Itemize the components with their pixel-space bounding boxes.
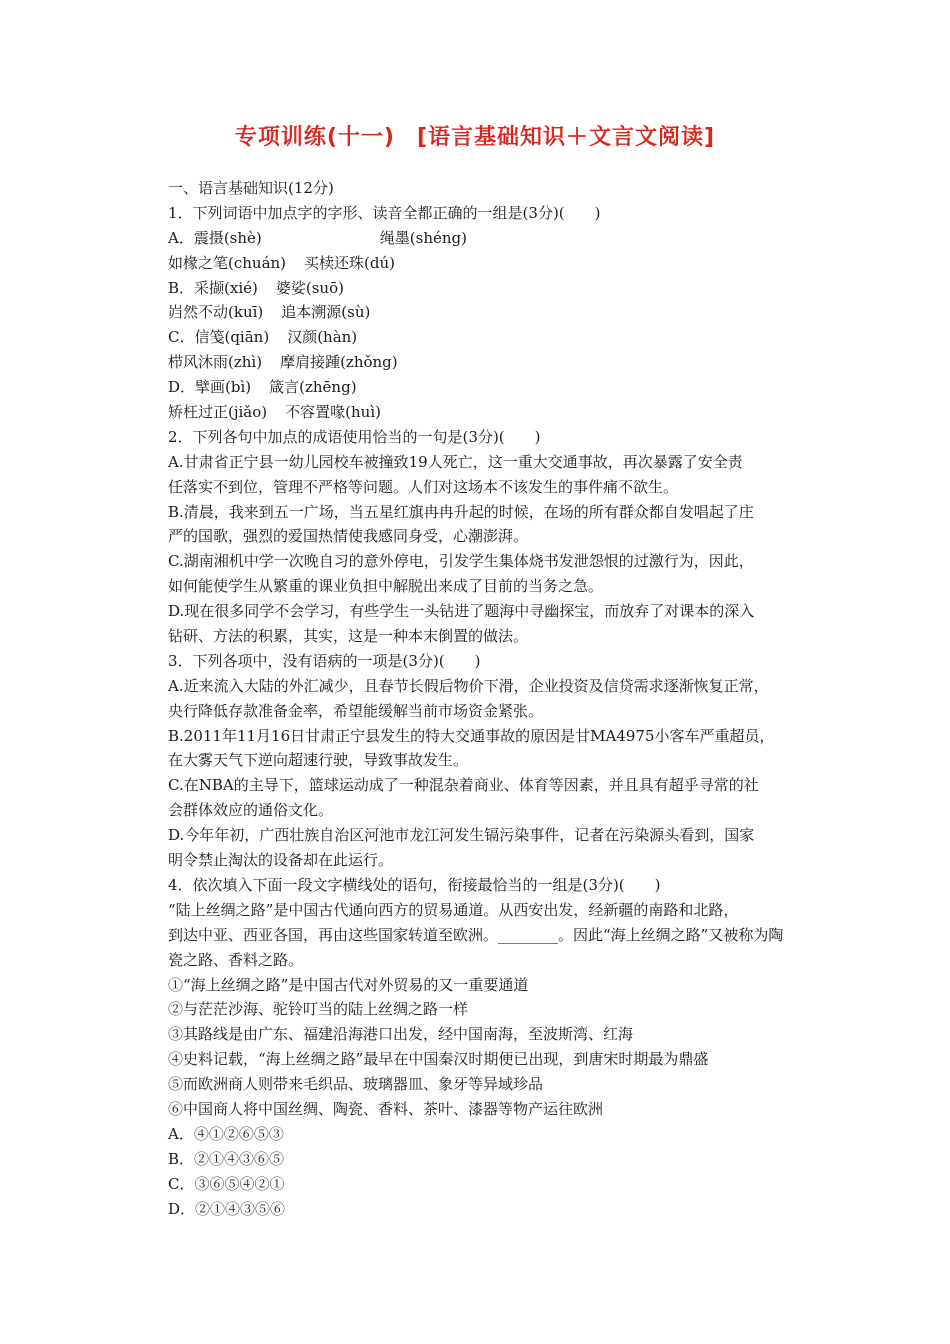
q1-a-word4: 买椟还珠(dú) — [304, 253, 395, 272]
q1-option-a-line1 — [168, 226, 820, 251]
q1-d-word4: 不容置喙(huì) — [285, 403, 381, 422]
q1-a-word3: 如椽之笔(chuán) — [168, 253, 287, 272]
q2-option-d-line2: 钻研、方法的积累，其实，这是一种本末倒置的做法。 — [168, 627, 529, 646]
q2-option-a-line1: A.甘肃省正宁县一幼儿园校车被撞致19人死亡，这一重大交通事故，再次暴露了安全责 — [168, 452, 743, 471]
q1-option-b-line2 — [168, 300, 820, 325]
q4-sentence-4: ④史料记载，“海上丝绸之路”最早在中国秦汉时期便已出现，到唐宋时期最为鼎盛 — [168, 1050, 709, 1069]
section-heading: 一、语言基础知识(12分) — [168, 179, 334, 197]
q4-passage-line3: 瓷之路、香料之路。 — [168, 950, 304, 969]
q4-sentence-5: ⑤而欧洲商人则带来毛织品、玻璃器皿、象牙等异域珍品 — [168, 1075, 544, 1094]
q1-b-word2: 婆娑(suō) — [275, 278, 344, 297]
q3-option-c-line2: 会群体效应的通俗文化。 — [168, 801, 334, 820]
q3-option-a-line2: 央行降低存款准备金率，希望能缓解当前市场资金紧张。 — [168, 701, 544, 720]
q1-d-word2: 箴言(zhēng) — [269, 378, 357, 397]
q2-stem: 2．下列各句中加点的成语使用恰当的一句是(3分)( ) — [168, 427, 541, 446]
q2-option-b-line1: B.清晨，我来到五一广场，当五星红旗冉冉升起的时候，在场的所有群众都自发唱起了庄 — [168, 502, 754, 521]
q4-stem: 4．依次填入下面一段文字横线处的语句，衔接最恰当的一组是(3分)( ) — [168, 875, 661, 894]
q2-option-d-line1: D.现在很多同学不会学习，有些学生一头钻进了题海中寻幽探宝，而放弃了对课本的深入 — [168, 602, 755, 621]
q1-c-word2: 汉颜(hàn) — [287, 328, 358, 347]
q1-option-b-line1 — [168, 276, 820, 301]
q4-option-d: D．②①④③⑤⑥ — [168, 1199, 286, 1218]
q3-option-d-line2: 明令禁止淘汰的设备却在此运行。 — [168, 851, 394, 870]
q4-option-b: B．②①④③⑥⑤ — [168, 1149, 285, 1168]
q4-option-a: A．④①②⑥⑤③ — [168, 1124, 284, 1143]
q4-option-c: C．③⑥⑤④②① — [168, 1174, 285, 1193]
q2-option-c-line2: 如何能使学生从繁重的课业负担中解脱出来成了目前的当务之急。 — [168, 577, 604, 596]
q2-option-c-line1: C.湖南湘机中学一次晚自习的意外停电，引发学生集体烧书发泄怨恨的过激行为，因此， — [168, 552, 754, 571]
q4-sentence-6: ⑥中国商人将中国丝绸、陶瓷、香料、茶叶、漆器等物产运往欧洲 — [168, 1099, 604, 1118]
q3-stem: 3．下列各项中，没有语病的一项是(3分)( ) — [168, 651, 481, 670]
q1-d-word3: 矫枉过正(jiǎo) — [168, 403, 268, 422]
q1-option-c-line2 — [168, 350, 820, 375]
q2-option-b-line2: 严的国歌，强烈的爱国热情使我感同身受，心潮澎湃。 — [168, 527, 529, 546]
q1-a-word2: 绳墨(shéng) — [379, 228, 467, 247]
title-sub: [语言基础知识＋文言文阅读] — [417, 125, 716, 150]
q1-b-word4: 追本溯源(sù) — [281, 303, 371, 322]
q2-option-a-line2: 任落实不到位，管理不严格等问题。人们对这场本不该发生的事件痛不欲生。 — [168, 477, 679, 496]
q1-option-a-line2 — [168, 251, 820, 276]
q1-a-word1: A．震摄(shè) — [168, 228, 262, 247]
q1-option-d-line2 — [168, 400, 820, 425]
q3-option-a-line1: A.近来流入大陆的外汇减少，且春节长假后物价下滑，企业投资及信贷需求逐渐恢复正常， — [168, 676, 769, 695]
q4-passage-line1: “陆上丝绸之路”是中国古代通向西方的贸易通道。从西安出发，经新疆的南路和北路， — [168, 900, 739, 919]
q1-d-word1: D．擘画(bì) — [168, 378, 252, 397]
q3-option-b-line1: B.2011年11月16日甘肃正宁县发生的特大交通事故的原因是甘MA4975小客车严重超员， — [168, 726, 775, 745]
q3-option-d-line1: D.今年年初，广西壮族自治区河池市龙江河发生镉污染事件，记者在污染源头看到，国家 — [168, 826, 755, 845]
q1-option-d-line1 — [168, 375, 820, 400]
q1-b-word3: 岿然不动(kuī) — [168, 303, 264, 322]
page-title — [0, 120, 950, 151]
q1-b-word1: B．采撷(xié) — [168, 278, 258, 297]
q4-sentence-3: ③其路线是由广东、福建沿海港口出发，经中国南海，至波斯湾、红海 — [168, 1025, 634, 1044]
q1-c-word3: 栉风沐雨(zhì) — [168, 353, 263, 372]
document-body — [168, 176, 820, 1221]
q1-option-c-line1 — [168, 325, 820, 350]
q1-stem: 1．下列词语中加点字的字形、读音全都正确的一组是(3分)( ) — [168, 203, 601, 222]
q3-option-c-line1: C.在NBA的主导下，篮球运动成了一种混杂着商业、体育等因素，并且具有超乎寻常的社 — [168, 776, 759, 795]
q4-sentence-1: ①“海上丝绸之路”是中国古代对外贸易的又一重要通道 — [168, 975, 529, 994]
q1-c-word4: 摩肩接踵(zhǒng) — [280, 353, 398, 372]
q4-passage-line2: 到达中亚、西亚各国，再由这些国家转道至欧洲。________。因此“海上丝绸之路”又被称为陶 — [168, 925, 784, 944]
q3-option-b-line2: 在大雾天气下逆向超速行驶，导致事故发生。 — [168, 751, 469, 770]
title-main: 专项训练(十一) — [234, 125, 395, 150]
q1-c-word1: C．信笺(qiān) — [168, 328, 270, 347]
q4-sentence-2: ②与茫茫沙海、驼铃叮当的陆上丝绸之路一样 — [168, 1000, 469, 1019]
